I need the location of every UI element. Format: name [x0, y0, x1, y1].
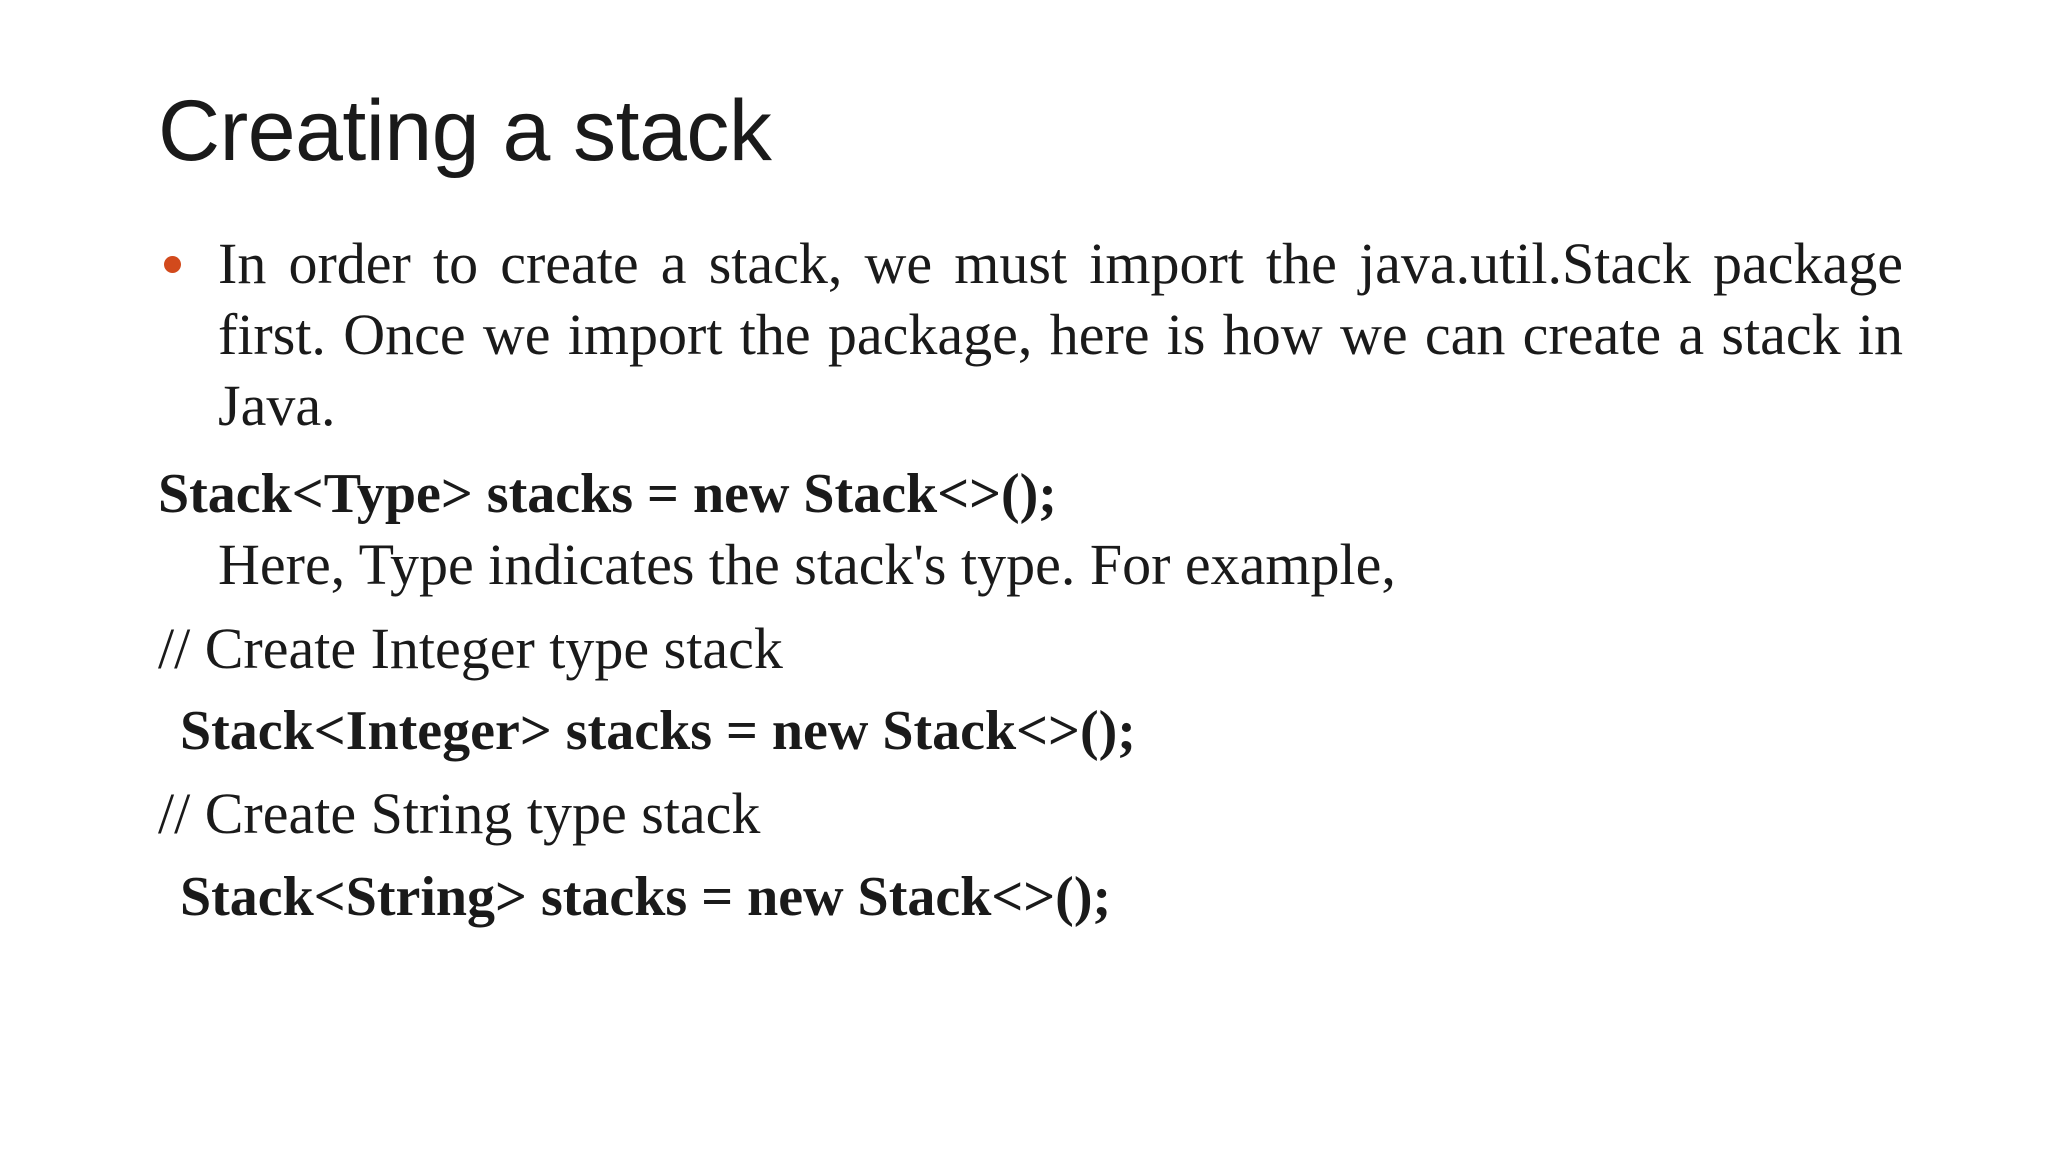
bullet-dot-icon [164, 256, 181, 273]
bullet-text: In order to create a stack, we must import the java.util.Stack package first. Once we import the package, here is how we can create a stack in Java. [218, 231, 1903, 438]
comment-string: // Create String type stack [158, 781, 761, 846]
comment-integer: // Create Integer type stack [158, 616, 783, 681]
slide-title: Creating a stack [158, 83, 772, 179]
bullet-item [158, 228, 2000, 441]
code-integer-line: Stack<Integer> stacks = new Stack<>(); [180, 700, 1136, 762]
explanation-text: Here, Type indicates the stack's type. For example, [218, 532, 1396, 597]
code-string-line: Stack<String> stacks = new Stack<>(); [180, 866, 1112, 928]
syntax-code-line: Stack<Type> stacks = new Stack<>(); [158, 463, 1057, 525]
